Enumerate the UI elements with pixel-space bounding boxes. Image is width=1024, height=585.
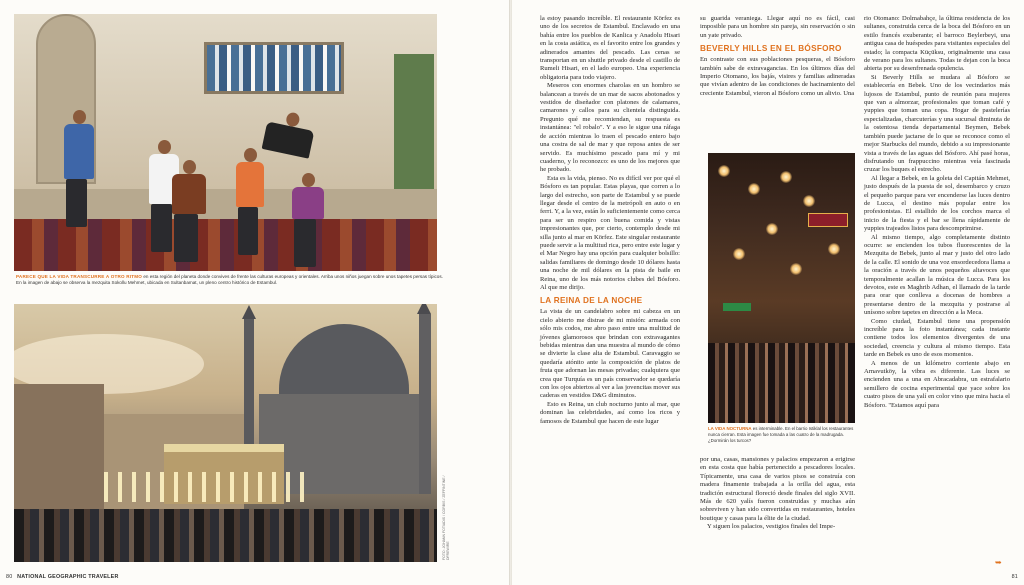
lamp (718, 165, 730, 177)
paragraph: Como ciudad, Estambul tiene una propensión increíble para la foto instantánea; cada instante contiene todos los elementos divergentes de una sociedad, creencia y cultura al mismo tiempo. Esta tarde en Bebek es uno de esos momentos. (864, 317, 1010, 359)
subhead-reina: LA REINA DE LA NOCHE (540, 296, 643, 306)
child-figure (236, 162, 264, 207)
continue-arrow-icon: ➥ (995, 558, 1002, 567)
folio-right (1012, 574, 1018, 580)
paragraph: su guarida veraniega. Llegar aquí no es fácil, casi imposible para un hombre sin pareja, sin reservación o sin un yate privado. (700, 15, 855, 39)
photo-credit: FOTO: JOHANN FOTIADIS / CORBIS / ZEFFINTINE / DFREWIRE (442, 475, 450, 560)
child-figure (172, 174, 206, 214)
folio-left (6, 574, 119, 580)
night-crowd (708, 343, 855, 423)
paragraph: Esta es la vida, pienso. No es difícil ver por qué el Bósforo es tan popular. Estas playas, que corren a lo largo del estrecho, son parte de Estambul y se puede llegar desde el centro de la metrópoli en auto o en ferri. Y, a la vez, están lo suficientemente como cerca para ser un respiro con buena comida y vistas impresionantes que, por cierto, contemplo desde mi silla junto al mar en Körfez. Este singular restaurante puede servir a la multitud rica, pero entre este lugar y el Mar Negro hay una opción para cualquier bolsillo: salidas familiares de domingo desde 10 dólares hasta una noche de mil dólares en la pista de baile en Reina, uno de los más notorios clubes del Bósforo. Al que me dirijo. (540, 174, 680, 291)
photo-children-playing (14, 14, 437, 271)
lamp (733, 248, 745, 260)
iznik-tile-panel (204, 42, 344, 94)
paragraph: La vista de un candelabro sobre mi cabeza en un cielo abierto me distrae de mi misión: armada con sólo mis codos, me abro paso entre una multitud de jóvenes glamorosos que brindan con extravagantes bebidas mientras dan una muestra al mundo de cómo se divierte la clase alta de Estambul. Caravaggio se quedaría atónito ante la composición de platos de fruta que adornan las mesas privadas; cualquiera que crea que Turquía es un país conservador se quedaría con los ojos abiertos al ver a las jovencitas mover sus caderas en vestidos D&G diminutos. (540, 308, 680, 400)
green-awning (723, 303, 751, 311)
article-column-1 (540, 15, 680, 426)
caption-text: en esta región del planeta donde convives de frente las culturas europeas y orientales. Arriba unos niños juegan sobre unos tapetes persas típicos. En la imagen de abajo se observa la mezquita Sokollu Mehmet, ubicada en Sultanbamat, un pleno centro histórico de Estambul. (16, 274, 443, 286)
photo-caption-nightlife (708, 426, 858, 443)
lamp (828, 243, 840, 255)
minaret (419, 314, 431, 494)
child-figure (64, 124, 94, 179)
caption-text: es interminable. En el barrio Istiklal los restaurantes nunca cierran. Esta imagen fue tomada a las cuatro de la madrugada. ¿Dormirán los turcos? (708, 426, 854, 443)
lamp (790, 263, 802, 275)
paragraph: Al llegar a Bebek, en la goleta del Capitán Mehmet, justo después de la puesta de sol, desembarco y cruzo el pequeño parque para ver encenderse las luces dentro de Lucca, el destino más popular entre los profesionistas. El estallido de los corchos marca el inicio de la fiesta y el bar se llena rápidamente de yuppies trajeados listos para descomprimirse. (864, 174, 1010, 233)
paragraph: rio Otomano: Dolmabahçe, la última residencia de los sultanes, construida cerca de la boca del Bósforo en un estilo francés exuberante; el barroco Beylerbeyi, una antigua casa de huéspedes para visitantes especiales del estado; la compacta Küçüksu, originalmente una casa de verano para los sultanes. Todas te dejan con la boca abierta por su desenfrenada opulencia. (864, 15, 1010, 73)
paragraph: por una, casas, mansiones y palacios empezaron a erigirse en esta costa que había pertenecido a pescadores locales. Típicamente, una casa de varios pisos se construía con madera finamente trabajada a la orilla del agua, esta tradición estructural floreció desde finales del siglo XVII. Más de 620 yalís fueron construidas y muchas aún sobreviven y han sido convertidas en restaurantes, hoteles boutique y casas para la élite de la ciudad. (700, 456, 855, 522)
caption-lead: LA VIDA NOCTURNA (708, 426, 752, 431)
page-number: 80 (6, 574, 13, 580)
kiosk-lights (104, 472, 304, 502)
paragraph: Al mismo tiempo, algo completamente distinto ocurre: se encienden los tubos fluorescentes de la Mezquita de Bebek, junto al mar y justo del otro lado de la calle. El sonido de una voz ensordecedora llama a la oración a través de unos pequeños altavoces que temporalmente acallan la música de Lucca. Para los devotos, este es Maghrib Adhan, el llamado de la tarde para orar que conlleva a docenas de hombres a presentarse dentro de la mezquita y postrarse al unísono sobre tapetes en dirección a la Meca. (864, 233, 1010, 317)
caption-lead: PARECE QUE LA VIDA TRANSCURRE A OTRO RITMO (16, 274, 143, 279)
green-door (394, 54, 434, 194)
article-column-3 (864, 15, 1010, 410)
article-column-2 (700, 15, 855, 98)
paragraph: Esto es Reina, un club nocturno junto al mar, que dominan las celebridades, así como los ricos y famosos de Estambul que hacen de este lugar (540, 400, 680, 425)
paragraph: Y siguen los palacios, vestigios finales del Impe- (707, 523, 836, 531)
paragraph: En contraste con sus poblaciones pesqueras, el Bósforo también sabe de extravagancias. En los últimos días del Imperio Otomano, los bajás, visires y familias adineradas que vivían adentro de las condiciones de hacinamiento del creciente Estambul, vieron al Bósforo como un alivio. Una (700, 56, 855, 97)
left-page (0, 0, 510, 585)
page-number: 81 (1011, 574, 1018, 580)
subhead-beverly-hills: BEVERLY HILLS EN EL BÓSFORO (700, 44, 842, 54)
lamp (766, 223, 778, 235)
child-figure (292, 187, 324, 219)
paragraph: la estoy pasando increíble. El restaurante Körfez es uno de los secretos de Estambul. Enclavado en una bahía entre los pueblos de Kanlica y Anadolu Hisari en la costa asiática, es el favorito entre los grandes y adinerados amantes del pescado. Las cenas se transportan en un shuttle privado desde el castillo de Rumeli Hisari, en el lado europeo. Una experiencia obligatoria para todo viajero. (540, 15, 680, 81)
building (14, 384, 104, 514)
lamp (780, 171, 792, 183)
mosque-dome (279, 324, 409, 404)
lamp (748, 183, 760, 195)
article-column-2-bottom (700, 456, 855, 532)
photo-nightlife-street (708, 153, 855, 423)
street-crowd (14, 509, 437, 562)
lamp (803, 195, 815, 207)
paragraph: A menos de un kilómetro corriente abajo en Arnavutköy, la vibra es diferente. Las luces se encienden una a una en Abracadabra, un estrafalario semillero de cocina experimental que yace sobre los cuatro pisos de una yalí en color vino que mira hacia el Bósforo. "Estamos aquí para (864, 359, 1010, 409)
photo-mosque-skyline (14, 304, 437, 562)
paragraph: Si Beverly Hills se mudara al Bósforo se establecería en Bebek. Uno de los vecindarios más lujosos de Estambul, punto de reunión para mujeres que van a almorzar, profesionales que toman café y yuppies que toman una copa. Hogar de pastelerías especializadas, charcuterías y una sucursal diminuta de la ostentosa tienda departamental Beymen, Bebek también puede jactarse de lo que se reconoce como el mejor Starbucks del mundo, debido a su impresionante vista a través de las aguas del Bósforo. Ahí pasé horas, disfrutando un frappuccino mientras veía fascinada cruzar los buques el estrecho. (864, 73, 1010, 174)
photo-caption-top (16, 274, 446, 286)
magazine-name: NATIONAL GEOGRAPHIC TRAVELER (17, 574, 119, 580)
paragraph: Meseros con enormes charolas en un hombro se balancean a través de un mar de sacos abotonados y vestidos de diseñador con platones de calamares, camarones y callos para su clientela distinguida. Pregunto qué me recomiendan, su respuesta es instantánea: "el robalo". Y a eso le sigue una ráfaga de acción mientras lo traen el pescado entero bajo una costra de sal de mar y que reposa antes de ser servido. Es muchísimo pescado para mí y mi cuaderno, y lo reconozco: es uno de los mejores que he probado. (540, 82, 680, 174)
neon-sign (808, 213, 848, 227)
